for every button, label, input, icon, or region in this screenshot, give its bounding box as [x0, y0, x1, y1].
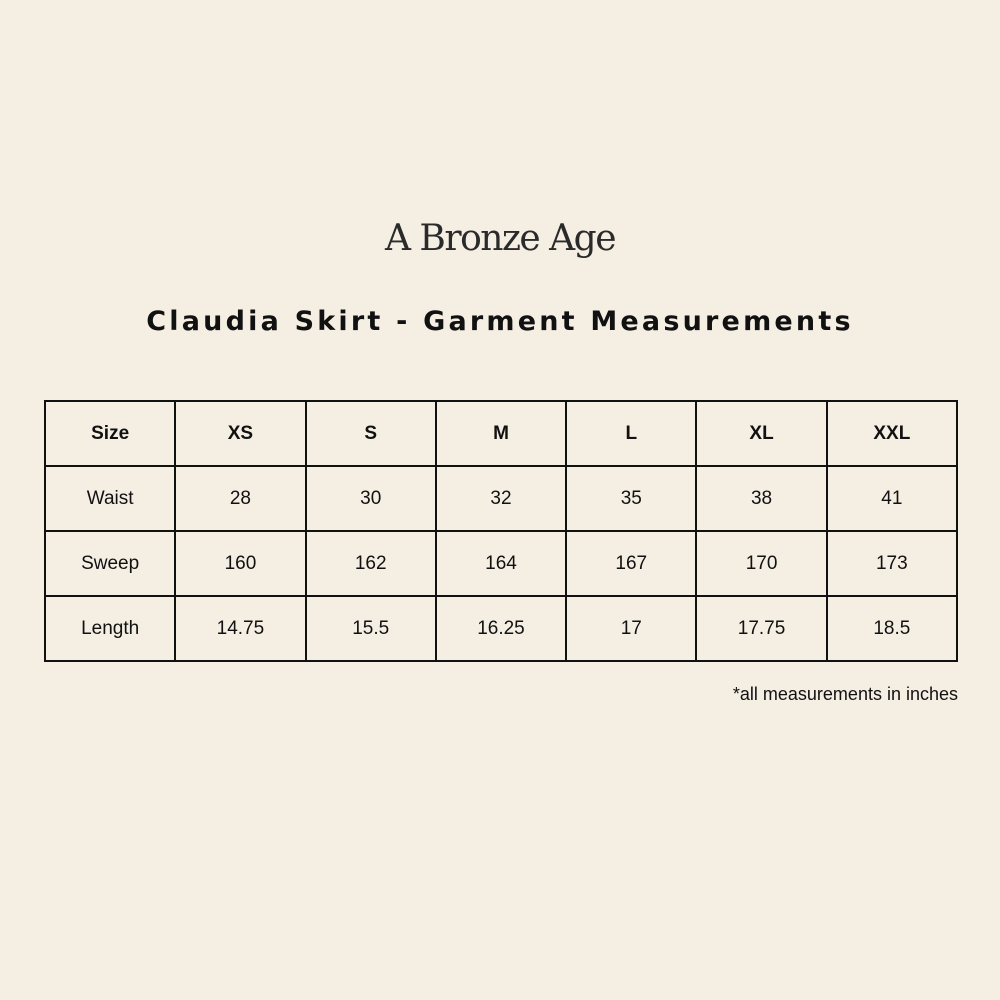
header-cell: L: [566, 401, 696, 466]
table-cell: 28: [175, 466, 305, 531]
table-cell: 35: [566, 466, 696, 531]
table-cell: 17: [566, 596, 696, 661]
table-cell: 30: [306, 466, 436, 531]
header-cell: M: [436, 401, 566, 466]
header-cell: XS: [175, 401, 305, 466]
table-row: [45, 466, 957, 531]
header-cell: XXL: [827, 401, 957, 466]
row-label: Length: [45, 596, 175, 661]
table-cell: 164: [436, 531, 566, 596]
table-header-row: [45, 401, 957, 466]
table-cell: 15.5: [306, 596, 436, 661]
table-cell: 16.25: [436, 596, 566, 661]
table-cell: 32: [436, 466, 566, 531]
header-cell: Size: [45, 401, 175, 466]
measurements-table: [44, 400, 958, 662]
table-row: [45, 596, 957, 661]
table-row: [45, 531, 957, 596]
header-cell: S: [306, 401, 436, 466]
table-cell: 160: [175, 531, 305, 596]
table-cell: 14.75: [175, 596, 305, 661]
brand-logo: A Bronze Age: [384, 218, 616, 259]
table-cell: 38: [696, 466, 826, 531]
header-cell: XL: [696, 401, 826, 466]
table-cell: 173: [827, 531, 957, 596]
row-label: Waist: [45, 466, 175, 531]
table-cell: 41: [827, 466, 957, 531]
table-cell: 162: [306, 531, 436, 596]
row-label: Sweep: [45, 531, 175, 596]
table-cell: 18.5: [827, 596, 957, 661]
page-title: Claudia Skirt - Garment Measurements: [146, 306, 854, 337]
table-cell: 17.75: [696, 596, 826, 661]
table-cell: 170: [696, 531, 826, 596]
measurement-units-note: *all measurements in inches: [732, 684, 958, 704]
table-cell: 167: [566, 531, 696, 596]
